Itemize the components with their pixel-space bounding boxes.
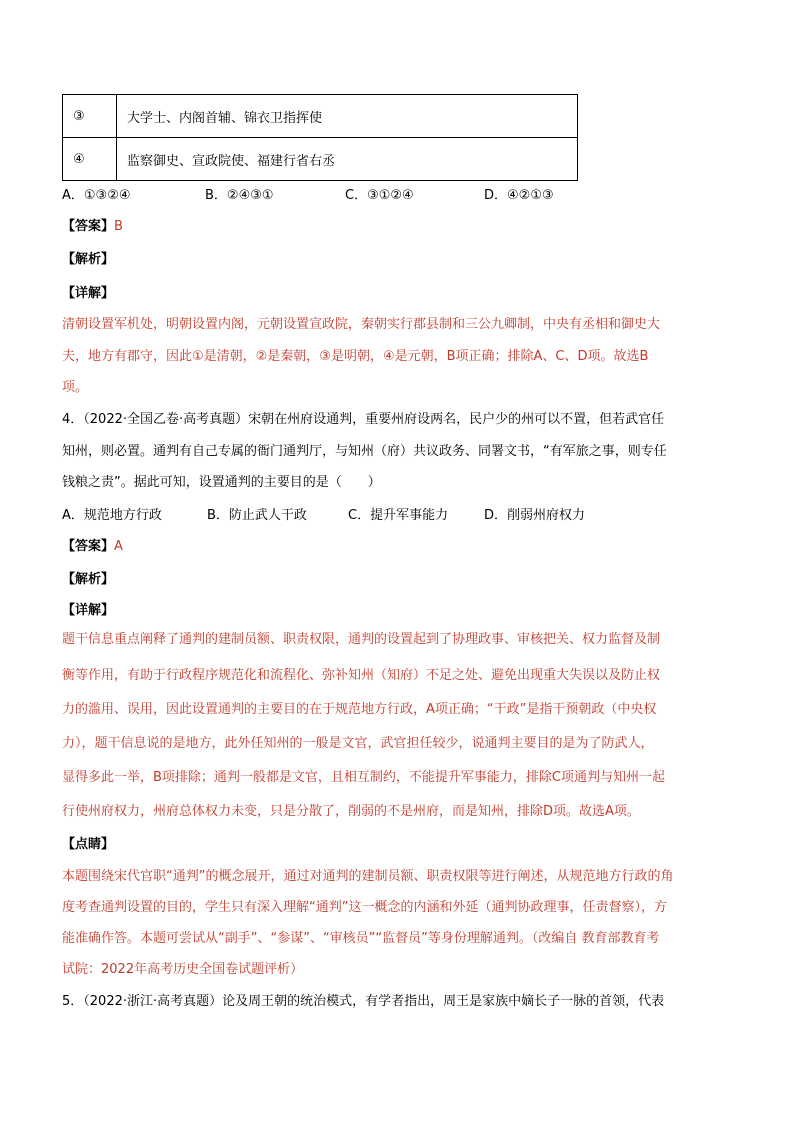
q4-stem-line: 钱粮之责”。据此可知，设置通判的主要目的是（ ） bbox=[62, 475, 381, 490]
q3-detail-line: 项。 bbox=[62, 380, 89, 395]
q4-point-line: 度考查通判设置的目的，学生只有深入理解“通判”这一概念的内涵和外延（通判协政理事，任责督察），方 bbox=[62, 900, 667, 915]
q3-choice-d: D．④②①③ bbox=[484, 188, 554, 203]
q4-detail-line: 行使州府权力，州府总体权力未变，只是分散了，削弱的不是州府，而是知州，排除D项。故选A项。 bbox=[62, 804, 640, 819]
q3-answer: 【答案】B bbox=[62, 219, 123, 234]
q4-point-tag: 【点睛】 bbox=[62, 837, 115, 852]
q4-point-line: 本题围绕宋代官职“通判”的概念展开，通过对通判的建制员额、职责权限等进行阐述，从规范地方行政的角 bbox=[62, 869, 674, 884]
q4-detail-line: 衡等作用，有助于行政程序规范化和流程化、弥补知州（知府）不足之处、避免出现重大失误以及防止权 bbox=[62, 668, 661, 683]
q4-answer: 【答案】A bbox=[62, 539, 123, 554]
q3-analysis-tag: 【解析】 bbox=[62, 252, 115, 267]
row-number: ③ bbox=[63, 95, 117, 138]
q3-detail-tag: 【详解】 bbox=[62, 286, 115, 301]
table-row bbox=[63, 138, 578, 181]
row-number: ④ bbox=[63, 138, 117, 181]
q4-detail-line: 显得多此一举，B项排除；通判一般都是文官，且相互制约，不能提升军事能力，排除C项通判与知州一起 bbox=[62, 770, 665, 785]
q3-choice-b: B．②④③① bbox=[205, 188, 274, 203]
q4-point-line: 试院：2022年高考历史全国卷试题评析） bbox=[62, 962, 304, 977]
q4-stem-line: 知州，则必置。通判有自己专属的衙门通判厅，与知州（府）共议政务、同署文书，“有军旅之事，则专任 bbox=[62, 444, 667, 459]
q3-choice-a: A．①③②④ bbox=[62, 188, 131, 203]
q4-choice-d: D．削弱州府权力 bbox=[484, 508, 586, 523]
q4-choice-b: B．防止武人干政 bbox=[207, 508, 307, 523]
q4-analysis-tag: 【解析】 bbox=[62, 572, 115, 587]
table-row bbox=[63, 95, 578, 138]
q3-choice-c: C．③①②④ bbox=[345, 188, 414, 203]
row-text: 监察御史、宣政院使、福建行省右丞 bbox=[117, 138, 578, 181]
q4-detail-line: 力的滥用、误用，因此设置通判的主要目的在于规范地方行政，A项正确；“干政”是指干预朝政（中央权 bbox=[62, 702, 657, 717]
options-table bbox=[62, 94, 578, 181]
q4-detail-tag: 【详解】 bbox=[62, 603, 115, 618]
q3-detail-line: 夫，地方有郡守，因此①是清朝，②是秦朝，③是明朝，④是元朝，B项正确；排除A、C、D项。故选B bbox=[62, 349, 649, 364]
q4-stem-line: 4．（2022·全国乙卷·高考真题）宋朝在州府设通判，重要州府设两名，民户少的州可以不置，但若武官任 bbox=[62, 412, 665, 427]
q4-choice-a: A．规范地方行政 bbox=[62, 508, 162, 523]
q4-detail-line: 力），题干信息说的是地方，此外任知州的一般是文官，武官担任较少，说通判主要目的是为了防武人， bbox=[62, 736, 654, 751]
q3-detail-line: 清朝设置军机处，明朝设置内阁，元朝设置宣政院，秦朝实行郡县制和三公九卿制，中央有丞相和御史大 bbox=[62, 317, 661, 332]
row-text: 大学士、内阁首辅、锦衣卫指挥使 bbox=[117, 95, 578, 138]
q4-choice-c: C．提升军事能力 bbox=[348, 508, 449, 523]
q4-detail-line: 题干信息重点阐释了通判的建制员额、职责权限，通判的设置起到了协理政事、审核把关、权力监督及制 bbox=[62, 632, 661, 647]
q5-stem-line: 5．（2022·浙江·高考真题）论及周王朝的统治模式，有学者指出，周王是家族中嫡长子一脉的首领，代表 bbox=[62, 994, 665, 1009]
q4-point-line: 能准确作答。本题可尝试从“副手”、“参谋”、“审核员”“监督员”等身份理解通判。（改编自 教育部教育考 bbox=[62, 931, 660, 946]
